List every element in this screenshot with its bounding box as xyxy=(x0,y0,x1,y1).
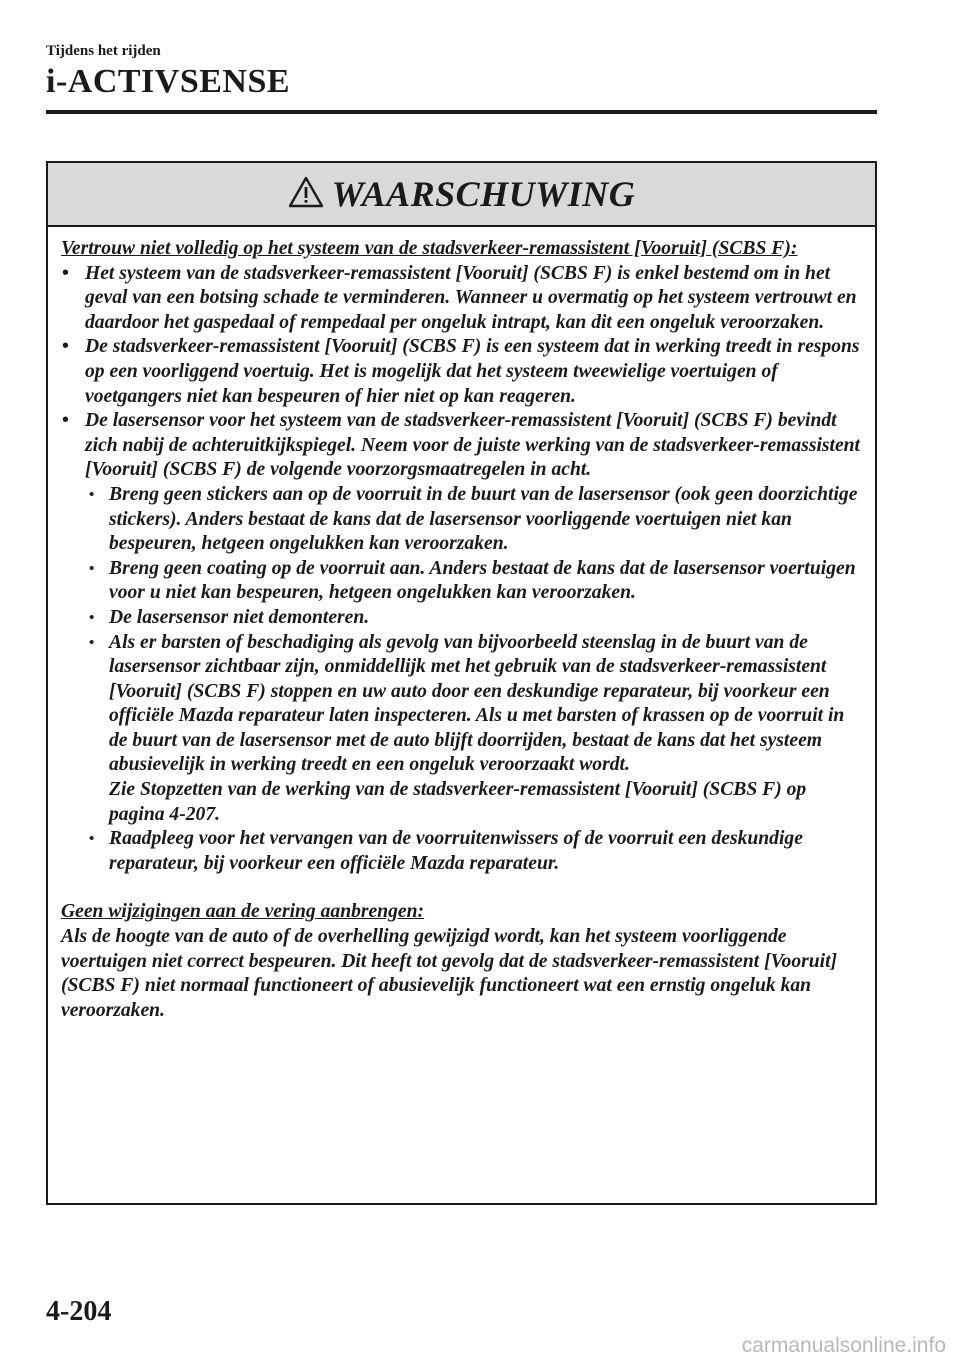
warning-heading-reliance: Vertrouw niet volledig op het systeem van de stadsverkeer-remassistent [Vooruit] (SCBS F): xyxy=(61,238,798,259)
page-header xyxy=(46,42,290,102)
watermark: carmanualsonline.info xyxy=(741,1334,946,1357)
warning-paragraph-suspension: Als de hoogte van de auto of de overhelling gewijzigd wordt, kan het systeem voorliggende voertuigen niet correct bespeuren. Dit heeft tot gevolg dat de stadsverkeer-remassistent [Vooruit] (SCBS F) niet normaal functioneert of abusievelijk functioneert wat een ernstig ongeluk kan veroorzaken. xyxy=(61,926,838,1021)
list-item xyxy=(85,606,861,631)
section-label: Tijdens het rijden xyxy=(46,43,161,59)
warning-title: WAARSCHUWING xyxy=(331,174,636,214)
bullet-dot-icon: • xyxy=(62,262,69,284)
warning-header xyxy=(48,163,875,227)
bullet-text: Het systeem van de stadsverkeer-remassistent [Vooruit] (SCBS F) is enkel bestemd om in het geval van een botsing schade te verminderen. Wanneer u overmatig op het systeem vertrouwt en daardoor het gaspedaal of rempedaal per ongeluk intrapt, kan dit een ongeluk veroorzaken. xyxy=(85,262,857,333)
spacer xyxy=(61,876,861,900)
bullet-dot-icon: • xyxy=(62,410,69,432)
bullet-text: De stadsverkeer-remassistent [Vooruit] (SCBS F) is een systeem dat in werking treedt in respons op een voorliggend voertuig. Het is mogelijk dat het systeem tweewielige voertuigen of voetgangers niet kan bespeuren of hier niet op kan reageren. xyxy=(85,336,860,407)
list-item xyxy=(85,557,861,606)
header-divider xyxy=(46,110,877,114)
bullet-dot-icon: • xyxy=(62,336,69,358)
warning-bullet-list xyxy=(61,262,861,877)
bullet-text: De lasersensor voor het systeem van de stadsverkeer-remassistent [Vooruit] (SCBS F) bevindt zich nabij de achteruitkijkspiegel. Neem voor de juiste werking van de stadsverkeer-remassistent [Vooruit] (SCBS F) de volgende voorzorgsmaatregelen in acht. xyxy=(85,410,860,481)
warning-box xyxy=(46,161,877,1205)
sub-bullet-text: Raadpleeg voor het vervangen van de voorruitenwissers of de voorruit een deskundige reparateur, bij voorkeur een officiële Mazda reparateur. xyxy=(109,828,803,874)
sub-bullet-text: De lasersensor niet demonteren. xyxy=(109,606,370,628)
sub-bullet-dot-icon: • xyxy=(89,486,95,503)
list-item xyxy=(85,827,861,876)
list-item xyxy=(61,335,861,409)
warning-heading-suspension: Geen wijzigingen aan de vering aanbrengen: xyxy=(61,901,425,923)
sub-bullet-text: Breng geen stickers aan op de voorruit in de buurt van de lasersensor (ook geen doorzichtige stickers). Anders bestaat de kans dat de lasersensor voorliggende voertuigen niet kan bespeuren, hetgeen ongelukken kan veroorzaken. xyxy=(109,483,858,555)
sub-bullet-text: Als er barsten of beschadiging als gevolg van bijvoorbeeld steenslag in de buurt van de lasersensor zichtbaar zijn, onmiddellijk met het gebruik van de stadsverkeer-remassistent [Vooruit] (SCBS F) stoppen en uw auto door een deskundige reparateur, bij voorkeur een officiële Mazda reparateur laten inspecteren. Als u met barsten of krassen op de voorruit in de buurt van de lasersensor met de auto blijft doorrijden, bestaat de kans dat het systeem abusievelijk in werking treedt en een ongeluk veroorzaakt wordt. xyxy=(109,631,845,776)
sub-bullet-dot-icon: • xyxy=(89,634,95,651)
warning-triangle-icon xyxy=(288,176,324,208)
precaution-sub-list xyxy=(85,483,861,877)
list-item xyxy=(61,262,861,336)
page-number: 4-204 xyxy=(46,1296,112,1327)
chapter-title: i-ACTIVSENSE xyxy=(46,63,291,100)
page-reference: Zie Stopzetten van de werking van de stadsverkeer-remassistent [Vooruit] (SCBS F) op pagina 4-207. xyxy=(109,779,807,825)
warning-body xyxy=(48,227,875,1023)
sub-bullet-dot-icon: • xyxy=(89,609,95,626)
list-item xyxy=(61,409,861,876)
list-item xyxy=(85,483,861,557)
sub-bullet-text: Breng geen coating op de voorruit aan. Anders bestaat de kans dat de lasersensor voertuigen voor u niet kan bespeuren, hetgeen ongelukken kan veroorzaken. xyxy=(109,557,856,604)
list-item xyxy=(85,631,861,828)
sub-bullet-dot-icon: • xyxy=(89,831,95,848)
sub-bullet-dot-icon: • xyxy=(89,560,95,577)
